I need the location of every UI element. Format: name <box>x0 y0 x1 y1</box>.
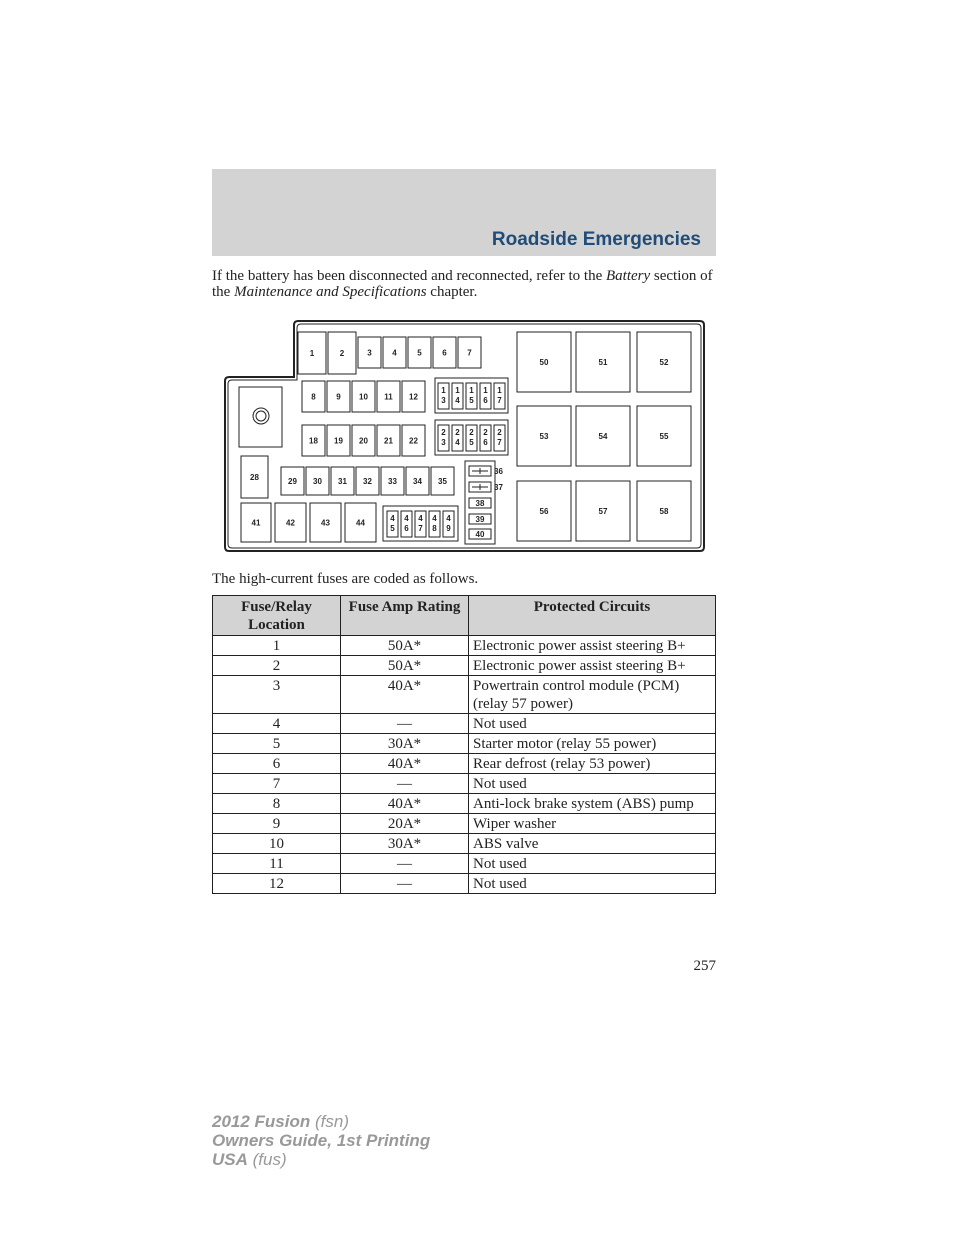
fuse-18 <box>302 425 325 456</box>
column-header: Fuse/Relay Location <box>213 596 341 636</box>
fuse-50 <box>517 332 571 392</box>
location-cell: 8 <box>213 794 341 814</box>
svg-text:31: 31 <box>338 477 347 486</box>
location-cell: 5 <box>213 734 341 754</box>
fuse-32 <box>356 467 379 495</box>
column-header: Fuse Amp Rating <box>341 596 469 636</box>
rating-cell: 50A* <box>341 656 469 676</box>
svg-text:52: 52 <box>659 358 669 367</box>
svg-text:10: 10 <box>359 392 368 402</box>
circuit-cell: Starter motor (relay 55 power) <box>469 734 716 754</box>
fuse-21 <box>377 425 400 456</box>
fuse-40 <box>469 529 491 539</box>
svg-text:4: 4 <box>455 396 460 405</box>
intro-text: chapter. <box>426 284 478 300</box>
fuse-23 <box>438 425 449 451</box>
svg-text:18: 18 <box>309 436 318 446</box>
fuse-44 <box>345 503 376 542</box>
page-number: 257 <box>693 958 716 974</box>
fuse-19 <box>327 425 350 456</box>
svg-text:4: 4 <box>390 514 395 523</box>
svg-text:50: 50 <box>539 358 549 367</box>
rating-cell: 40A* <box>341 794 469 814</box>
fuse-28 <box>241 456 268 498</box>
location-cell: 12 <box>213 874 341 894</box>
rating-cell: 30A* <box>341 834 469 854</box>
location-cell: 1 <box>213 636 341 656</box>
svg-text:4: 4 <box>392 348 397 358</box>
svg-text:22: 22 <box>409 436 418 446</box>
fuse-53 <box>517 406 571 466</box>
rating-cell: 20A* <box>341 814 469 834</box>
svg-text:7: 7 <box>497 438 502 447</box>
fuse-56 <box>517 481 571 541</box>
rating-cell: — <box>341 714 469 734</box>
table-header-row <box>213 596 716 636</box>
svg-text:2: 2 <box>339 349 345 358</box>
svg-text:43: 43 <box>321 518 330 528</box>
fuse-41 <box>241 503 271 542</box>
section-title: Roadside Emergencies <box>491 229 701 250</box>
circuit-cell: Not used <box>469 874 716 894</box>
location-cell: 3 <box>213 676 341 714</box>
fuse-4 <box>383 337 406 368</box>
fuse-27 <box>494 425 505 451</box>
svg-text:1: 1 <box>469 386 474 395</box>
table-row <box>213 854 716 874</box>
circuit-cell: Anti-lock brake system (ABS) pump <box>469 794 716 814</box>
rating-cell: — <box>341 774 469 794</box>
intro-text: section of the <box>212 268 713 300</box>
rating-cell: 30A* <box>341 734 469 754</box>
svg-text:1: 1 <box>483 386 488 395</box>
svg-text:9: 9 <box>336 392 341 402</box>
circuit-cell: ABS valve <box>469 834 716 854</box>
circuit-cell: Powertrain control module (PCM) (relay 57 power) <box>469 676 716 714</box>
svg-text:19: 19 <box>334 436 343 446</box>
svg-text:20: 20 <box>359 436 368 446</box>
footer-model: 2012 Fusion <box>212 1112 311 1131</box>
location-cell: 10 <box>213 834 341 854</box>
svg-text:51: 51 <box>598 358 608 367</box>
svg-text:11: 11 <box>384 392 393 402</box>
circuit-cell: Wiper washer <box>469 814 716 834</box>
svg-text:8: 8 <box>311 392 316 402</box>
fuse-30 <box>306 467 329 495</box>
battery-reference: Battery <box>605 268 651 284</box>
fuse-7 <box>458 337 481 368</box>
svg-text:5: 5 <box>469 438 474 447</box>
fuse-51 <box>576 332 630 392</box>
svg-text:4: 4 <box>404 514 409 523</box>
svg-text:33: 33 <box>388 477 397 486</box>
fuse-16 <box>480 383 491 409</box>
fuse-54 <box>576 406 630 466</box>
svg-text:8: 8 <box>432 524 437 533</box>
fuse-6 <box>433 337 456 368</box>
location-cell: 2 <box>213 656 341 676</box>
fuse-table <box>212 595 716 894</box>
circuit-cell: Electronic power assist steering B+ <box>469 656 716 676</box>
svg-text:12: 12 <box>409 392 418 402</box>
table-row <box>213 814 716 834</box>
fuse-57 <box>576 481 630 541</box>
svg-text:1: 1 <box>441 386 446 395</box>
table-row <box>213 794 716 814</box>
fuse-20 <box>352 425 375 456</box>
table-row <box>213 656 716 676</box>
svg-text:56: 56 <box>539 507 549 516</box>
fuse-3 <box>358 337 381 368</box>
fuse-1 <box>298 332 326 374</box>
table-intro: The high-current fuses are coded as follows. <box>212 571 479 587</box>
column-header: Protected Circuits <box>469 596 716 636</box>
footer-model-code: (fsn) <box>315 1112 349 1131</box>
fuse-10 <box>352 381 375 412</box>
fuse-42 <box>275 503 306 542</box>
svg-text:5: 5 <box>390 524 395 533</box>
fuse-5 <box>408 337 431 368</box>
svg-text:6: 6 <box>442 348 447 358</box>
fuse-8 <box>302 381 325 412</box>
svg-text:32: 32 <box>363 477 372 486</box>
circuit-cell: Not used <box>469 854 716 874</box>
table-row <box>213 714 716 734</box>
fuse-12 <box>402 381 425 412</box>
svg-text:3: 3 <box>441 438 446 447</box>
svg-text:2: 2 <box>455 428 460 437</box>
svg-text:36: 36 <box>494 467 503 476</box>
fuse-43 <box>310 503 341 542</box>
rating-cell: — <box>341 854 469 874</box>
fuse-39 <box>469 514 491 524</box>
fuse-45 <box>387 511 398 537</box>
location-cell: 9 <box>213 814 341 834</box>
svg-text:54: 54 <box>598 432 608 441</box>
intro-paragraph <box>212 268 716 300</box>
fuse-14 <box>452 383 463 409</box>
svg-text:40: 40 <box>475 530 485 539</box>
svg-text:21: 21 <box>384 436 393 446</box>
svg-text:41: 41 <box>251 518 261 528</box>
fuse-box-diagram <box>222 318 706 559</box>
fuse-33 <box>381 467 404 495</box>
svg-text:1: 1 <box>497 386 502 395</box>
fuse-29 <box>281 467 304 495</box>
svg-text:53: 53 <box>539 432 549 441</box>
svg-text:39: 39 <box>475 515 485 524</box>
table-row <box>213 676 716 714</box>
svg-text:1: 1 <box>309 349 315 358</box>
fuse-2 <box>328 332 356 374</box>
fuse-52 <box>637 332 691 392</box>
svg-text:57: 57 <box>598 507 608 516</box>
fuse-34 <box>406 467 429 495</box>
intro-text: If the battery has been disconnected and reconnected, refer to the <box>212 268 606 284</box>
fuse-17 <box>494 383 505 409</box>
svg-text:2: 2 <box>441 428 446 437</box>
svg-text:4: 4 <box>432 514 437 523</box>
fuse-26 <box>480 425 491 451</box>
svg-text:55: 55 <box>659 432 669 441</box>
location-cell: 11 <box>213 854 341 874</box>
location-cell: 6 <box>213 754 341 774</box>
svg-text:58: 58 <box>659 507 669 516</box>
location-cell: 4 <box>213 714 341 734</box>
fuse-15 <box>466 383 477 409</box>
fuse-46 <box>401 511 412 537</box>
svg-text:2: 2 <box>497 428 502 437</box>
fuse-36 <box>469 466 503 476</box>
svg-text:34: 34 <box>413 477 422 486</box>
fuse-55 <box>637 406 691 466</box>
fuse-13 <box>438 383 449 409</box>
footer-guide: Owners Guide, 1st Printing <box>212 1131 431 1150</box>
svg-text:38: 38 <box>475 499 485 508</box>
circuit-cell: Electronic power assist steering B+ <box>469 636 716 656</box>
fuse-35 <box>431 467 454 495</box>
table-row <box>213 734 716 754</box>
footer-region: USA <box>212 1150 248 1169</box>
svg-text:4: 4 <box>418 514 423 523</box>
svg-text:4: 4 <box>455 438 460 447</box>
table-row <box>213 754 716 774</box>
fuse-58 <box>637 481 691 541</box>
svg-text:44: 44 <box>356 518 365 528</box>
svg-text:3: 3 <box>367 348 372 358</box>
fuse-25 <box>466 425 477 451</box>
svg-text:1: 1 <box>455 386 460 395</box>
circuit-cell: Rear defrost (relay 53 power) <box>469 754 716 774</box>
fuse-22 <box>402 425 425 456</box>
svg-text:37: 37 <box>494 483 503 492</box>
fuse-9 <box>327 381 350 412</box>
table-row <box>213 774 716 794</box>
table-row <box>213 874 716 894</box>
maintenance-reference: Maintenance and Specifications <box>234 284 427 300</box>
svg-text:3: 3 <box>441 396 446 405</box>
svg-text:7: 7 <box>467 348 472 358</box>
svg-text:7: 7 <box>497 396 502 405</box>
rating-cell: 40A* <box>341 676 469 714</box>
footer <box>212 1112 430 1169</box>
svg-text:7: 7 <box>418 524 423 533</box>
fuse-24 <box>452 425 463 451</box>
svg-text:6: 6 <box>404 524 409 533</box>
svg-text:5: 5 <box>469 396 474 405</box>
footer-region-code: (fus) <box>252 1150 287 1169</box>
location-cell: 7 <box>213 774 341 794</box>
svg-text:2: 2 <box>483 428 488 437</box>
svg-text:28: 28 <box>250 473 259 482</box>
section-header <box>212 169 716 256</box>
fuse-37 <box>469 482 503 492</box>
svg-text:42: 42 <box>286 518 295 528</box>
svg-text:6: 6 <box>483 438 488 447</box>
svg-text:9: 9 <box>446 524 451 533</box>
rating-cell: — <box>341 874 469 894</box>
svg-text:5: 5 <box>417 348 422 358</box>
circuit-cell: Not used <box>469 774 716 794</box>
svg-text:4: 4 <box>446 514 451 523</box>
rating-cell: 50A* <box>341 636 469 656</box>
svg-text:2: 2 <box>469 428 474 437</box>
fuse-11 <box>377 381 400 412</box>
fuse-31 <box>331 467 354 495</box>
fuse-47 <box>415 511 426 537</box>
circuit-cell: Not used <box>469 714 716 734</box>
fuse-38 <box>469 498 491 508</box>
rating-cell: 40A* <box>341 754 469 774</box>
svg-text:6: 6 <box>483 396 488 405</box>
fuse-49 <box>443 511 454 537</box>
table-row <box>213 636 716 656</box>
svg-text:30: 30 <box>313 477 322 486</box>
fuse-48 <box>429 511 440 537</box>
svg-text:35: 35 <box>438 477 447 486</box>
svg-text:29: 29 <box>288 477 297 486</box>
table-row <box>213 834 716 854</box>
